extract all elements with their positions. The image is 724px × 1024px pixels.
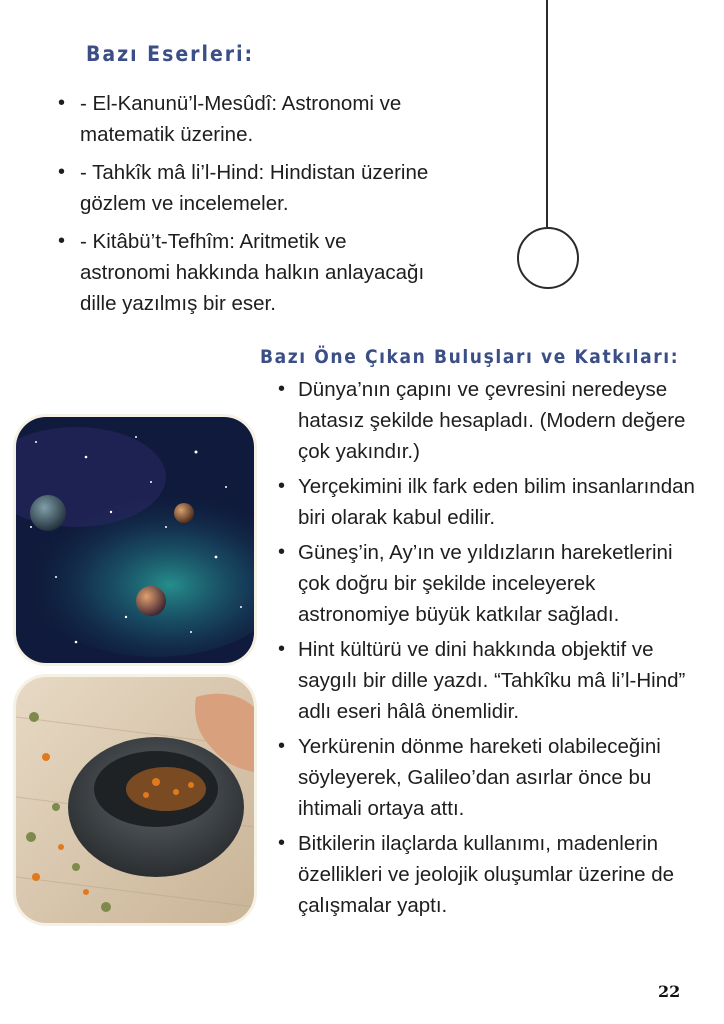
findings-heading: Bazı Öne Çıkan Buluşları ve Katkıları: (260, 346, 680, 368)
findings-item: • Yerkürenin dönme hareketi olabileceğini söyleyerek, Galileo’dan asırlar önce bu ihtimali ortaya attı. (298, 731, 708, 824)
pendulum-circle (517, 227, 579, 289)
findings-item: • Dünya’nın çapını ve çevresini neredeyse hatasız şekilde hesapladı. (Modern değere çok yakındır.) (298, 374, 708, 467)
works-item: • - Tahkîk mâ li’l-Hind: Hindistan üzerine gözlem ve incelemeler. (80, 157, 430, 219)
herbs-mortar-image (16, 677, 254, 923)
works-list (80, 88, 430, 326)
works-heading: Bazı Eserleri: (86, 42, 255, 66)
findings-item: • Hint kültürü ve dini hakkında objektif ve saygılı bir dille yazdı. “Tahkîku mâ li’l-Hind” adlı eseri hâlâ önemlidir. (298, 634, 708, 727)
findings-item: • Bitkilerin ilaçlarda kullanımı, madenlerin özellikleri ve jeolojik oluşumlar üzerine de çalışmalar yaptı. (298, 828, 708, 921)
pendulum-line (546, 0, 548, 227)
findings-item: • Güneş’in, Ay’ın ve yıldızların hareketlerini çok doğru bir şekilde inceleyerek astronomiye büyük katkılar sağladı. (298, 537, 708, 630)
findings-item: • Yerçekimini ilk fark eden bilim insanlarından biri olarak kabul edilir. (298, 471, 708, 533)
findings-list (298, 374, 708, 925)
page-number: 22 (658, 982, 681, 1001)
works-item: • - Kitâbü’t-Tefhîm: Aritmetik ve astronomi hakkında halkın anlayacağı dille yazılmış bir eser. (80, 226, 430, 319)
works-item: • - El-Kanunü’l-Mesûdî: Astronomi ve matematik üzerine. (80, 88, 430, 150)
space-planets-image (16, 417, 254, 663)
